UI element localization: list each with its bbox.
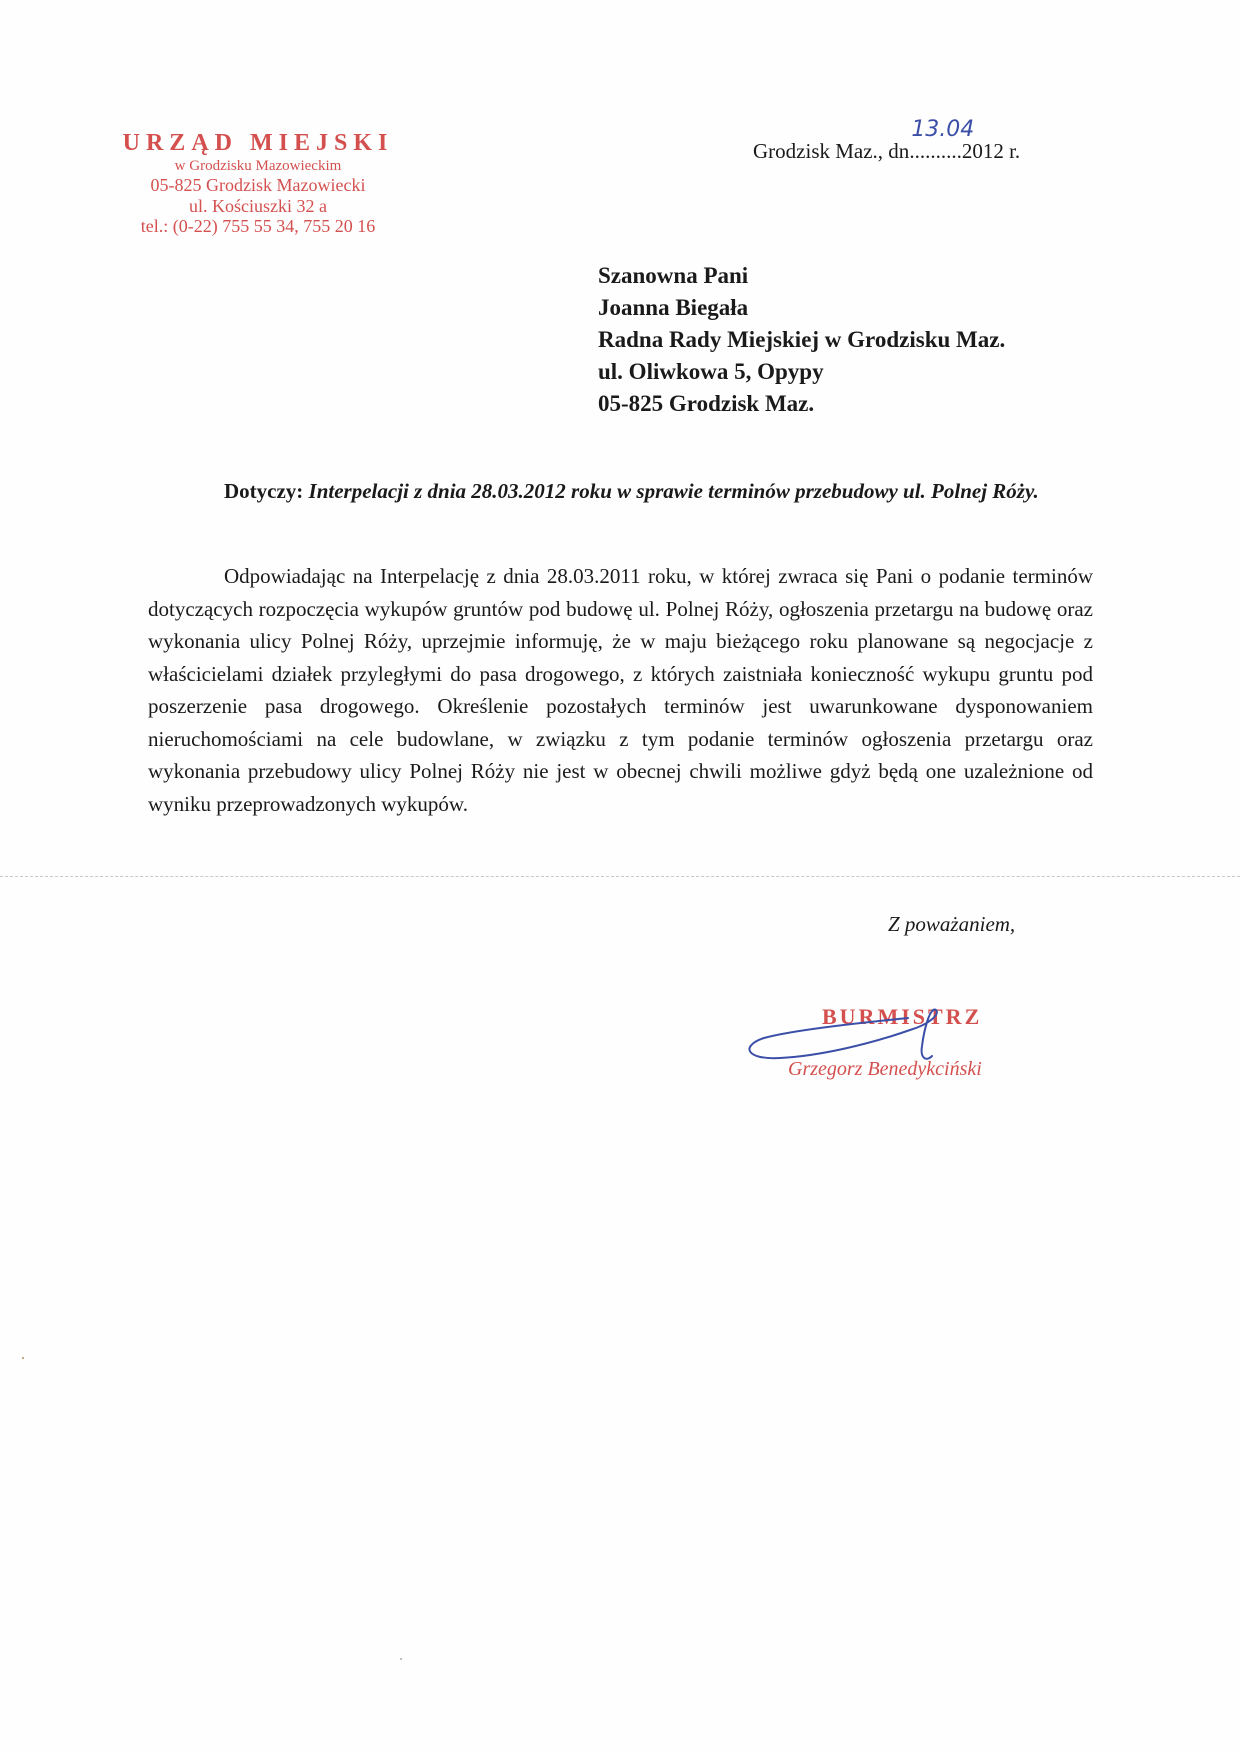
- stamp-title: URZĄD MIEJSKI: [122, 130, 394, 156]
- scan-speck: [400, 1658, 402, 1660]
- addressee-position: Radna Rady Miejskiej w Grodzisku Maz.: [598, 327, 1006, 352]
- signature-block: [740, 1000, 1040, 1110]
- office-stamp: [108, 130, 408, 237]
- addressee-street: ul. Oliwkowa 5, Opypy: [598, 359, 824, 384]
- scan-fold-line: [0, 876, 1240, 877]
- stamp-phone: tel.: (0-22) 755 55 34, 755 20 16: [140, 216, 376, 237]
- addressee-salutation: Szanowna Pani: [598, 263, 749, 288]
- addressee-block: [598, 260, 1005, 420]
- letter-body: Odpowiadając na Interpelację z dnia 28.03.2011 roku, w której zwraca się Pani o podanie terminów dotyczących rozpoczęcia wykupów gruntów pod budowę ul. Polnej Róży, ogłoszenia przetargu na budowę oraz wykonania ulicy Polnej Róży, uprzejmie informuję, że w maju bieżącego roku planowane są negocjacje z właścicielami działek przyległymi do pasa drogowego, z których zaistniała konieczność wykupu gruntu pod poszerzenie pasa drogowego. Określenie pozostałych terminów jest uwarunkowane dysponowaniem nieruchomościami na cele budowlane, w związku z tym podanie terminów ogłoszenia przetargu oraz wykonania przebudowy ulicy Polnej Róży nie jest w obecnej chwili możliwe gdyż będą one uzależnione od wyniku przeprowadzonych wykupów.: [148, 564, 1093, 816]
- date-prefix: Grodzisk Maz., dn: [753, 139, 910, 163]
- stamp-postal: 05-825 Grodzisk Mazowiecki: [150, 174, 366, 195]
- date-dots-field: [909, 117, 975, 164]
- signature-title: BURMISTRZ: [822, 1004, 983, 1029]
- date-line: [753, 117, 1021, 164]
- date-handwritten: 13.04: [911, 117, 975, 142]
- stamp-subtitle: w Grodzisku Mazowieckim: [174, 157, 342, 174]
- signature-name: Grzegorz Benedykciński: [788, 1058, 982, 1080]
- handwritten-signature-icon: [740, 1000, 1040, 1110]
- addressee-name: Joanna Biegała: [598, 295, 749, 320]
- subject-label: Dotyczy:: [224, 479, 304, 503]
- date-suffix: 2012 r.: [961, 139, 1021, 163]
- subject-text: Interpelacji z dnia 28.03.2012 roku w sprawie terminów przebudowy ul. Polnej Róży.: [308, 479, 1039, 503]
- addressee-city: 05-825 Grodzisk Maz.: [598, 391, 815, 416]
- date-dots: ..........: [909, 139, 962, 163]
- subject-line: [148, 475, 1093, 507]
- scan-speck: [22, 1357, 24, 1359]
- closing: Z poważaniem,: [888, 912, 1016, 936]
- stamp-street: ul. Kościuszki 32 a: [189, 195, 327, 216]
